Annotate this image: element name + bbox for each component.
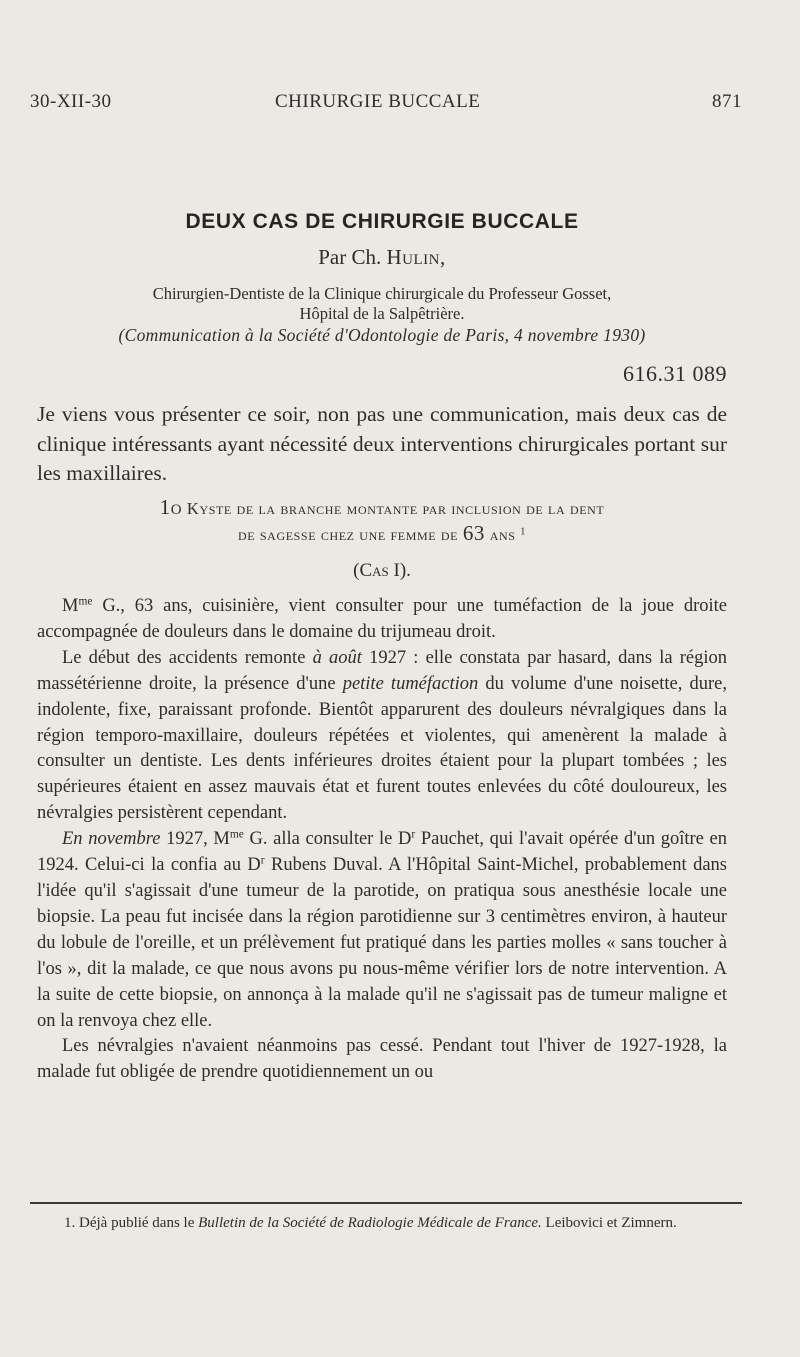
intro-paragraph: Je viens vous présenter ce soir, non pas une communication, mais deux cas de clinique intéressants ayant nécessité deux interventions chirurgicales portant sur les maxillaires.	[37, 402, 727, 485]
p1-a: M	[62, 596, 79, 616]
footnote-divider	[30, 1202, 742, 1204]
case-heading-line-2	[37, 521, 727, 547]
running-head	[30, 91, 740, 115]
paragraph-3	[37, 827, 727, 1034]
p2-b: 1927 : elle constata par hasard, dans la région massétérienne droite, la présence d'une	[37, 647, 728, 694]
heading-age: 63	[462, 521, 486, 545]
p3-d: Rubens Duval. A l'Hôpital Saint-Michel, probablement dans l'idée qu'il s'agissait d'une tumeur de la parotide, on pratiqua sous anesthésie locale une biopsie. La peau fut incisée dans la région parotidienne sur 3 centimètres environ, à hauteur du lobule de l'oreille, et un prélèvement fut pratiqué dans les parties molles « sans toucher à l'os », dit la malade, ce que nous avons pu nous-même vérifier lors de notre intervention. A la suite de cette biopsie, on annonça à la malade qu'il ne s'agissait pas de tumeur maligne et on la renvoya chez elle.	[37, 855, 727, 1031]
author-name: Hulin,	[386, 245, 446, 269]
p3-em: En novembre	[62, 829, 161, 850]
footnote-text-b: Leibovici et Zimnern.	[541, 1215, 677, 1231]
heading-part-3: ans	[485, 525, 521, 544]
byline	[37, 245, 727, 270]
p3-sup3: r	[260, 854, 265, 867]
paragraph-4: Les névralgies n'avaient néanmoins pas cessé. Pendant tout l'hiver de 1927-1928, la malade fut obligée de prendre quotidiennement un ou	[37, 1036, 727, 1083]
affiliation-line-2: Hôpital de la Salpêtrière.	[299, 304, 465, 323]
body-text	[37, 594, 727, 1086]
heading-part-2: de sagesse chez une femme de	[237, 525, 463, 544]
p2-em2: petite tuméfaction	[342, 673, 479, 694]
p2-em1: à août	[312, 647, 362, 668]
section-title: CHIRURGIE BUCCALE	[275, 91, 481, 112]
p3-sup1: me	[229, 828, 244, 841]
p3-a: 1927, M	[160, 829, 230, 850]
affiliation-line-1: Chirurgien-Dentiste de la Clinique chirurgicale du Professeur Gosset,	[152, 284, 612, 303]
footnote-number: 1.	[64, 1215, 76, 1231]
case-heading	[37, 495, 727, 547]
paragraph-2	[37, 646, 727, 827]
case-close: ).	[399, 560, 411, 581]
footnote-journal: Bulletin de la Société de Radiologie Médicale de France.	[198, 1215, 542, 1231]
footnote	[30, 1214, 742, 1233]
paragraph-1	[37, 594, 727, 646]
footnote-ref: 1	[520, 526, 526, 538]
heading-part-1: Kyste de la branche montante par inclusion de la dent	[186, 499, 605, 518]
classification-number: 616.31 089	[623, 361, 727, 386]
p3-c: Pauchet, qui l'avait opérée d'un goître en 1924. Celui-ci la confia au D	[37, 829, 728, 876]
byline-prefix: Par Ch.	[318, 245, 387, 269]
case-open: (	[353, 560, 360, 581]
article-title: DEUX CAS DE CHIRURGIE BUCCALE	[185, 210, 579, 233]
footnote-text-a: Déjà publié dans le	[75, 1215, 199, 1231]
case-heading-line-1	[37, 495, 727, 521]
issue-date: 30-XII-30	[30, 91, 112, 112]
p2-c: du volume d'une noisette, dure, indolente, fixe, paraissant profonde. Bientôt apparurent des douleurs névralgiques dans la région temporo-maxillaire, douleurs répétées et violentes, qui amenèrent la malade à consulter un dentiste. Les dents inférieures droites étaient pour la plupart tombées ; les supérieures étaient en assez mauvais état et furent toutes enlevées du côté douloureux, les névralgies persistèrent cependant.	[37, 673, 727, 824]
case-label-text: Cas I	[359, 560, 400, 581]
p1-sup: me	[78, 595, 93, 608]
affiliation	[37, 284, 727, 324]
p3-b: G. alla consulter le D	[243, 829, 412, 850]
communication-note: (Communication à la Société d'Odontologie de Paris, 4 novembre 1930)	[118, 325, 646, 345]
case-label	[37, 560, 727, 582]
p1-b: G., 63 ans, cuisinière, vient consulter pour une tuméfaction de la joue droite accompagnée de douleurs dans le domaine du trijumeau droit.	[37, 596, 727, 642]
p2-a: Le début des accidents remonte	[62, 647, 313, 668]
p3-sup2: r	[411, 828, 416, 841]
section-number: 1o	[159, 495, 183, 519]
page-number: 871	[712, 91, 742, 112]
